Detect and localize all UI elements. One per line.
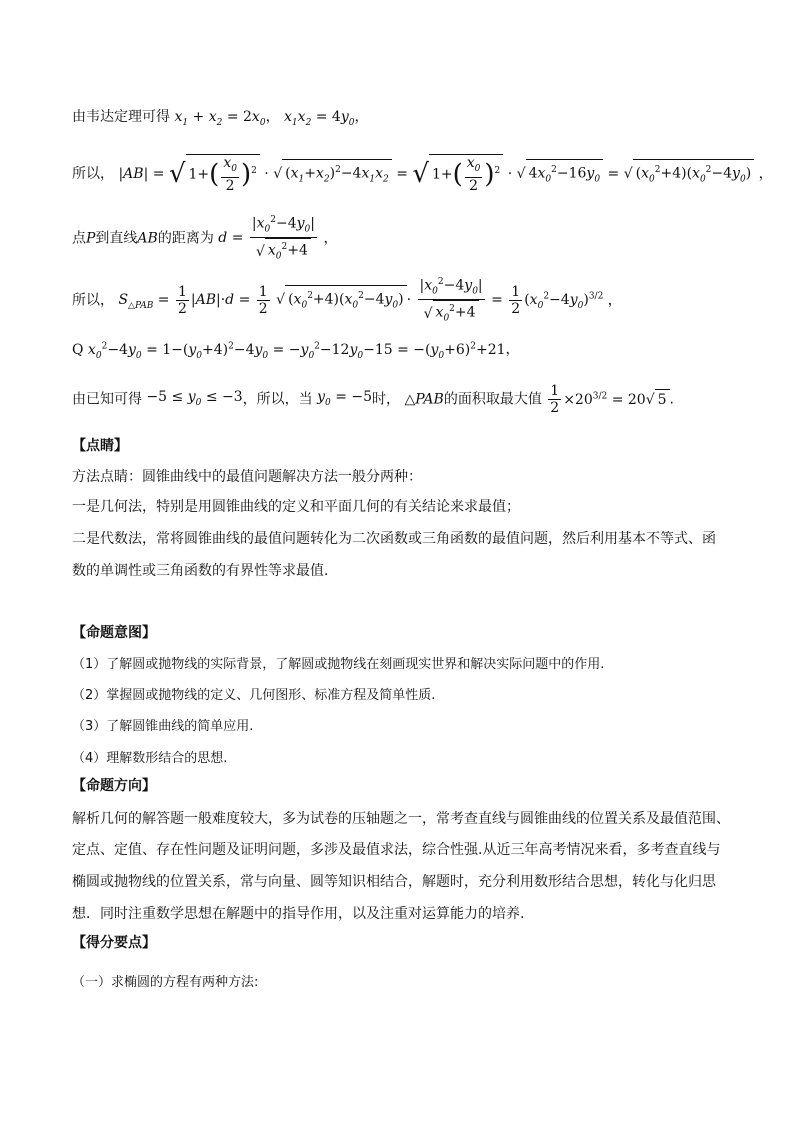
area-line: 所以， $S_{\triangle PAB}$ = $\frac{1}{2}$ |AB|·d = $\frac{1}{2}$ √ $(x_0^2+4)(x_0^2-4y_0)$ · $\frac{|x_0^2-4y_0|}{√ x_0^2+4}$ = $\frac{1}{2}$ $(x_0^2-4y_0)^{3/2}$ ，: [72, 274, 622, 318]
fangxiang-paragraph-1: 解析几何的解答题一般难度较大，多为试卷的压轴题之一，常考查直线与圆锥曲线的位置关系及最值范围、: [72, 811, 730, 827]
area-formula: $S_{\triangle PAB}$ = $\frac{1}{2}$ |AB|·d = $\frac{1}{2}$ √ $(x_0^2+4)(x_0^2-4y_0)$ · $\frac{|x_0^2-4y_0|}{√ x_0^2+4}$ = $\frac{1}{2}$ $(x_0^2-4y_0)^{3/2}$: [118, 292, 607, 308]
y0-range: $-5 \le y_0 \le -3$: [146, 388, 243, 408]
max-line: 由已知可得 $-5 \le y_0 \le -3$，所以，当 $y_0 = -5$时， △PAB的面积取最大值 $\frac{1}{2}$ $\times 20^{3/2} = 20√$ 5 .: [72, 383, 674, 416]
dianjing-paragraph-3: 二是代数法，常将圆锥曲线的最值问题转化为二次函数或三角函数的最值问题，然后利用基本不等式、函: [72, 531, 716, 547]
distance-formula: d = $\frac{|x_0^2-4y_0|}{√ x_0^2+4}$: [218, 230, 323, 246]
triangle-pab: △PAB: [404, 391, 444, 408]
fangxiang-paragraph-3: 椭圆或抛物线的位置关系，常与向量、圆等知识相结合，解题时，充分利用数形结合思想，转化与化归思: [72, 874, 716, 890]
yitu-item-4: （4）理解数形结合的思想.: [72, 751, 228, 766]
so-text: 所以，: [72, 165, 114, 182]
dianjing-paragraph-2: 一是几何法，特别是用圆锥曲线的定义和平面几何的有关结论来求最值；: [72, 499, 520, 515]
yaodian-heading: 【得分要点】: [72, 935, 156, 951]
ab-length-line: 所以， |AB| = √ 1+( $\frac{x_0}{2}$ )$^2$ · √ $(x_1+x_2)^2-4x_1x_2$ = √ 1+( $\frac{x_0}{2}$ )$^2$ · √ $4x_0^2-16y_0$ = √ $(x_0^2+4)(x_0^2-4y_0)$ ，: [72, 155, 773, 194]
dianjing-paragraph-4: 数的单调性或三角函数的有界性等求最值．: [72, 563, 338, 579]
vieta-text: 由韦达定理可得: [72, 109, 170, 125]
fangxiang-paragraph-4: 想．同时注重数学思想在解题中的指导作用，以及注重对运算能力的培养.: [72, 906, 525, 922]
yaodian-item-1: （一）求椭圆的方程有两种方法:: [72, 975, 259, 990]
ab-length-formula: |AB| = √ 1+( $\frac{x_0}{2}$ )$^2$ · √ $(x_1+x_2)^2-4x_1x_2$ = √ 1+( $\frac{x_0}{2}$ )$^2$ · √ $4x_0^2-16y_0$ = √ $(x_0^2+4)(x_0^2-4y_0)$: [118, 166, 758, 182]
point-p: P: [86, 230, 96, 247]
vieta-line: 由韦达定理可得 $x_1 + x_2 = 2x_0$， $x_1x_2 = 4y_0$，: [72, 109, 369, 128]
dianjing-paragraph-1: 方法点睛：圆锥曲线中的最值问题解决方法一般分两种：: [72, 469, 422, 485]
vieta-formula-product: $x_1x_2 = 4y_0$: [284, 109, 355, 128]
distance-line: 点P到直线AB的距离为 d = $\frac{|x_0^2-4y_0|}{√ x_0^2+4}$ ，: [72, 212, 337, 256]
vieta-formula-sum: $x_1 + x_2 = 2x_0$: [174, 109, 266, 128]
yitu-item-3: （3）了解圆锥曲线的简单应用.: [72, 719, 254, 734]
square-formula: Q $x_0^2-4y_0 = 1-(y_0+4)^2-4y_0 = -y_0^2-12y_0-15 = -(y_0+6)^2+21$: [72, 341, 506, 361]
y0-value: $y_0 = -5$: [317, 388, 373, 408]
fangxiang-paragraph-2: 定点、定值、存在性问题及证明问题，多涉及最值求法，综合性强.从近三年高考情况来看，多考查直线与: [72, 842, 721, 858]
fangxiang-heading: 【命题方向】: [72, 778, 156, 794]
dianjing-heading: 【点睛】: [72, 438, 128, 454]
yitu-item-1: （1）了解圆或抛物线的实际背景，了解圆或抛物线在刻画现实世界和解决实际问题中的作用.: [72, 657, 605, 672]
yitu-item-2: （2）掌握圆或抛物线的定义、几何图形、标准方程及简单性质.: [72, 688, 436, 703]
line-ab: AB: [137, 230, 158, 247]
square-line: Q $x_0^2-4y_0 = 1-(y_0+4)^2-4y_0 = -y_0^2-12y_0-15 = -(y_0+6)^2+21$，: [72, 341, 520, 361]
yitu-heading: 【命题意图】: [72, 625, 156, 641]
max-area-formula: $\frac{1}{2}$ $\times 20^{3/2} = 20√$ 5: [546, 392, 669, 408]
